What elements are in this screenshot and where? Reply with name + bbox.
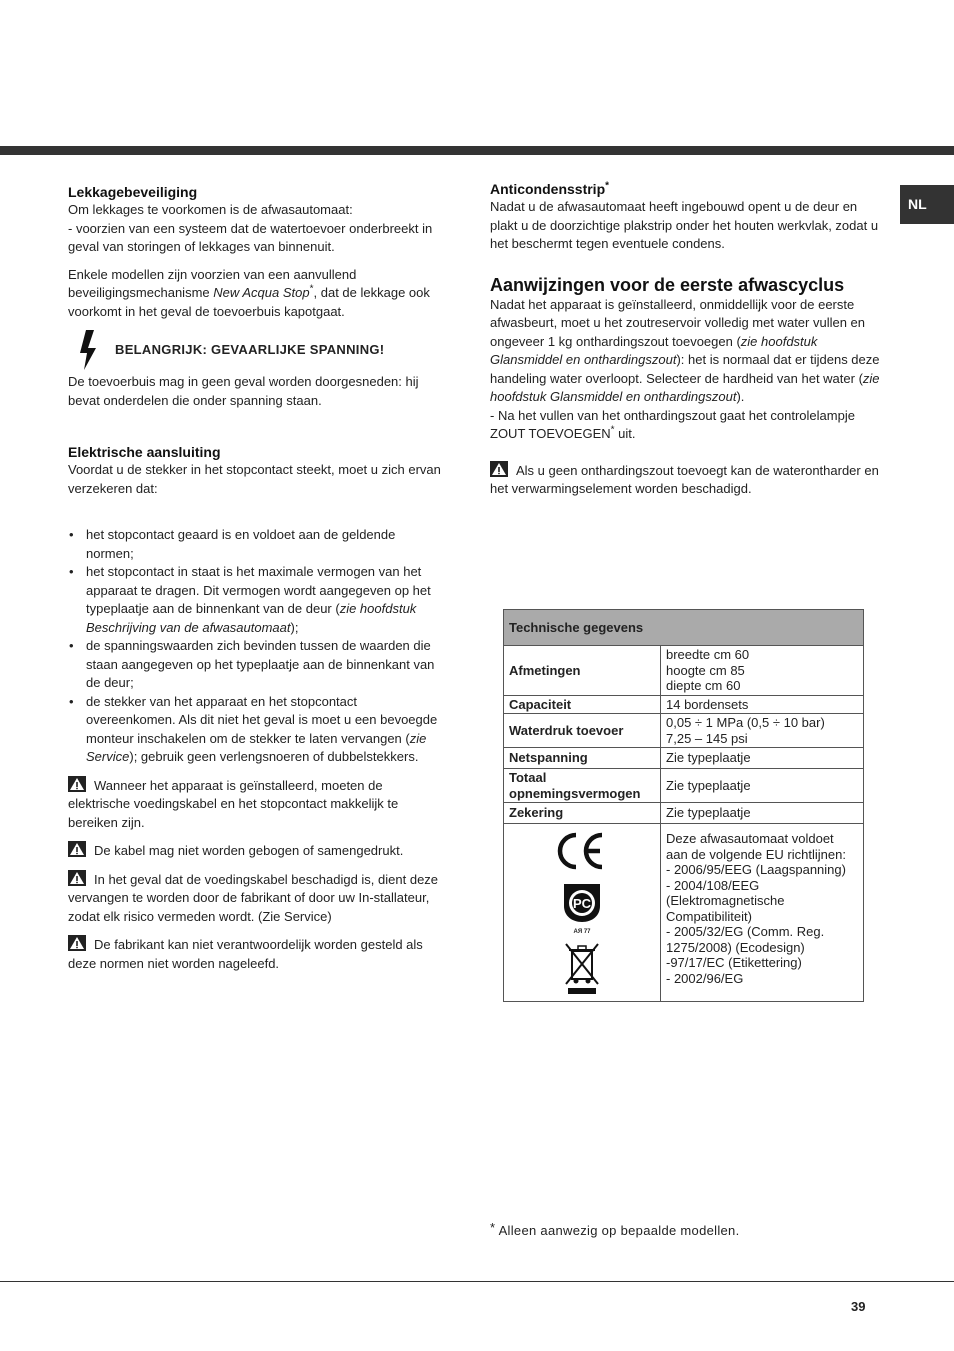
first-cycle-note: - Na het vullen van het onthardingszout gaat het controlelampje ZOUT TOEVOEGEN* uit. xyxy=(490,407,855,441)
table-row xyxy=(504,646,864,696)
certification-marks xyxy=(504,824,661,1002)
warning-note: Als u geen onthardingszout toevoegt kan de waterontharder en het verwarmingselement worden beschadigd. xyxy=(490,462,879,496)
ce-mark-icon xyxy=(554,830,610,872)
warning-icon xyxy=(68,870,86,886)
danger-heading xyxy=(68,327,443,373)
table-row xyxy=(504,824,864,1002)
warning-icon xyxy=(68,776,86,792)
spec-value: 0,05 ÷ 1 MPa (0,5 ÷ 10 bar) 7,25 – 145 psi xyxy=(661,714,864,748)
footnote: * Alleen aanwezig op bepaalde modellen. xyxy=(490,1220,740,1238)
right-column xyxy=(490,180,882,499)
spec-label: Waterdruk toevoer xyxy=(504,714,661,748)
table-row xyxy=(504,714,864,748)
requirements-list xyxy=(68,526,443,767)
header-bar xyxy=(0,146,954,155)
lekkage-intro: Om lekkages te voorkomen is de afwasautomaat: xyxy=(68,202,353,217)
spec-value: 14 bordensets xyxy=(661,695,864,714)
section-title-anticondens: Anticondensstrip* xyxy=(490,180,610,197)
table-row xyxy=(504,769,864,803)
list-item: • het stopcontact in staat is het maximale vermogen van het apparaat te dragen. Dit vermogen wordt aangegeven op het typeplaatje aan de binnenkant van de deur (zie hoofdstuk Beschrijving van de afwasautomaat); xyxy=(68,563,443,637)
spec-value: Zie typeplaatje xyxy=(661,803,864,824)
page-number: 39 xyxy=(851,1299,866,1314)
footer-rule xyxy=(0,1281,954,1282)
danger-title: BELANGRIJK: GEVAARLIJKE SPANNING! xyxy=(115,341,385,357)
eu-directives: Deze afwasautomaat voldoet aan de volgende EU richtlijnen: - 2006/95/EEG (Laagspanning) - 2004/108/EEG (Elektromagnetische Compatibiliteit) - 2005/32/EG (Comm. Reg. 1275/2008) (Ecodesign) -97/17/EC (Etikettering) - 2002/96/EG xyxy=(661,824,864,1002)
list-item: • de spanningswaarden zich bevinden tussen de waarden die staan aangegeven op het typeplaatje aan de binnenkant van de deur; xyxy=(68,637,443,693)
warning-note: In het geval dat de voedingskabel beschadigd is, dient deze vervangen te worden door de fabrikant of door uw In-stallateur, zodat elk risico vermeden wordt. (Zie Service) xyxy=(68,871,439,924)
table-header: Technische gegevens xyxy=(504,610,864,646)
spec-value: breedte cm 60 hoogte cm 85 diepte cm 60 xyxy=(661,646,864,696)
warning-note: Wanneer het apparaat is geïnstalleerd, moeten de elektrische voedingskabel en het stopcontact makkelijk te bereiken zijn. xyxy=(68,777,399,830)
spec-label: Zekering xyxy=(504,803,661,824)
language-tab: NL xyxy=(900,185,954,224)
anticondens-text: Nadat u de afwasautomaat heeft ingebouwd opent u de deur en plakt u de doorzichtige plakstrip onder het houten werkvlak, zodat u het beschermt tegen eventuele condens. xyxy=(490,199,879,251)
left-column xyxy=(68,183,443,973)
spec-label: Netspanning xyxy=(504,748,661,769)
section-title-elektrisch: Elektrische aansluiting xyxy=(68,444,221,460)
weee-bin-icon xyxy=(564,942,600,996)
list-item: • het stopcontact geaard is en voldoet aan de geldende normen; xyxy=(68,526,443,563)
warning-note: De kabel mag niet worden gebogen of samengedrukt. xyxy=(68,841,443,861)
spec-value: Zie typeplaatje xyxy=(661,748,864,769)
warning-note: De fabrikant kan niet verantwoordelijk worden gesteld als deze normen niet worden nageleefd. xyxy=(68,937,423,971)
technical-specs-table xyxy=(503,609,864,1002)
spec-label: Afmetingen xyxy=(504,646,661,696)
table-row xyxy=(504,803,864,824)
warning-icon xyxy=(68,841,86,857)
section-title-eerste-afwascyclus: Aanwijzingen voor de eerste afwascyclus xyxy=(490,274,845,295)
pct-code: АЯ 77 xyxy=(573,929,591,935)
spec-value: Zie typeplaatje xyxy=(661,769,864,803)
first-cycle-text: Nadat het apparaat is geïnstalleerd, onmiddellijk voor de eerste afwasbeurt, moet u het zoutreservoir volledig met water vullen en ongeveer 1 kg onthardingszout toevoegen (zie hoofdstuk Glansmiddel en onthardingszout): het is normaal dat er tijdens deze handeling water overloopt. Selecteer de hardheid van het water (zie hoofdstuk Glansmiddel en onthardingszout). xyxy=(490,296,880,404)
spec-label: Totaal opnemingsvermogen xyxy=(504,769,661,803)
table-row xyxy=(504,695,864,714)
warning-icon xyxy=(68,935,86,951)
section-title-lekkage: Lekkagebeveiliging xyxy=(68,184,198,200)
high-voltage-icon xyxy=(74,328,102,372)
table-row xyxy=(504,748,864,769)
lekkage-item: - voorzien van een systeem dat de watertoevoer onderbreekt in geval van storingen of lekkages van binnenuit. xyxy=(68,220,433,254)
list-item: • de stekker van het apparaat en het stopcontact overeenkomen. Als dit niet het geval is moet u een bevoegde monteur inschakelen om de stekker te laten vervangen (zie Service); gebruik geen verlengsnoeren of dubbelstekkers. xyxy=(68,693,443,767)
elektrisch-intro: Voordat u de stekker in het stopcontact steekt, moet u zich ervan verzekeren dat: xyxy=(68,462,441,496)
warning-icon xyxy=(490,461,508,477)
lekkage-extra: Enkele modellen zijn voorzien van een aanvullend beveiligingsmechanisme New Acqua Stop*, dat de lekkage ook voorkomt in het geval de toevoerbuis kapotgaat. xyxy=(68,266,430,319)
spec-label: Capaciteit xyxy=(504,695,661,714)
danger-text: De toevoerbuis mag in geen geval worden doorgesneden: hij bevat onderdelen die onder spanning staan. xyxy=(68,374,419,408)
svg-text:PC: PC xyxy=(572,895,592,911)
pct-certification-icon xyxy=(560,882,604,926)
